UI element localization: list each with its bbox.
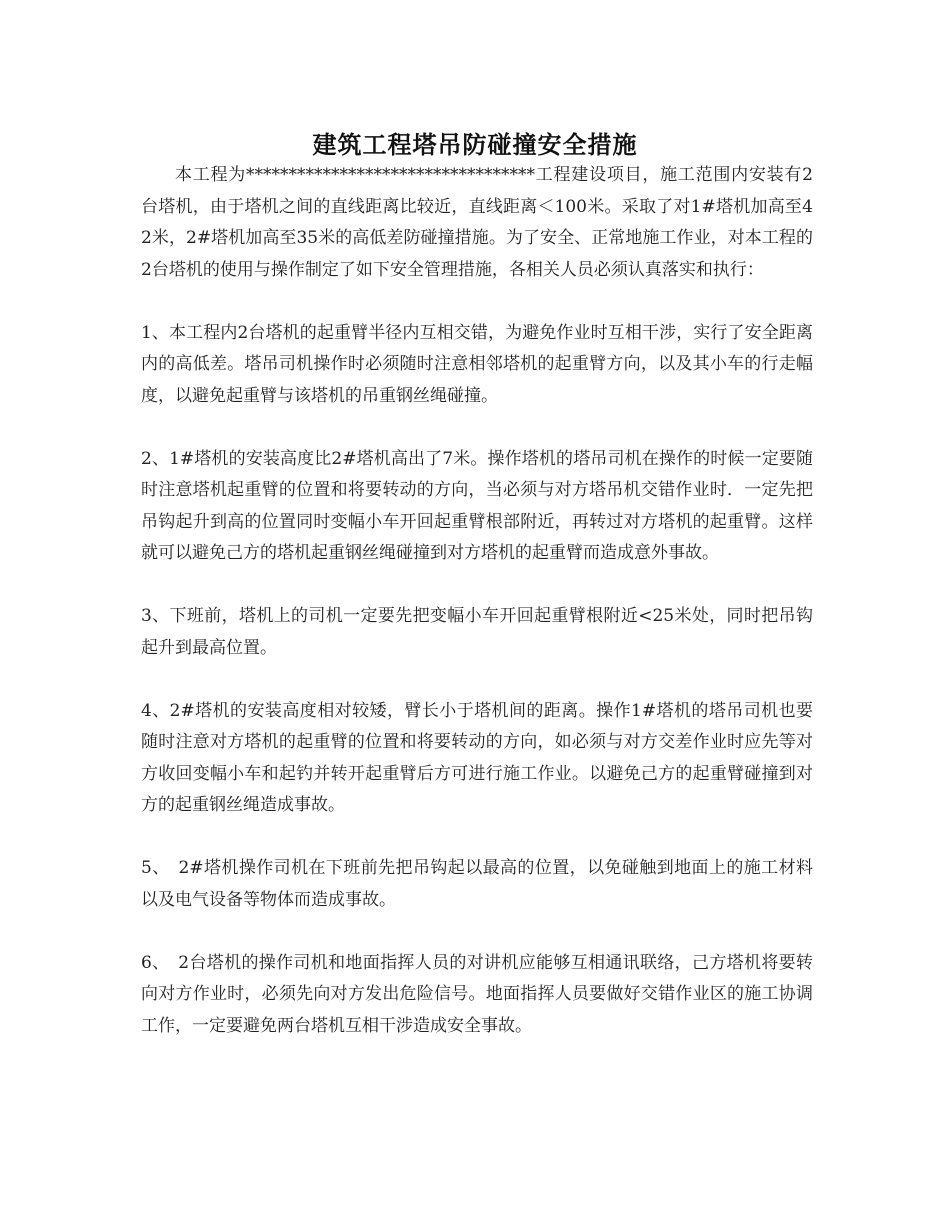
measure-item-1: 1、本工程内2台塔机的起重臂半径内互相交错，为避免作业时互相干涉，实行了安全距离内的高低差。塔吊司机操作时必须随时注意相邻塔机的起重臂方向，以及其小车的行走幅度，以避免起重臂与该塔机的吊重钢丝绳碰撞。: [141, 322, 813, 406]
measure-item-6: 6、 2台塔机的操作司机和地面指挥人员的对讲机应能够互相通讯联络，己方塔机将要转向对方作业时，必须先向对方发出危险信号。地面指挥人员要做好交错作业区的施工协调工作，一定要避免两台塔机互相干涉造成安全事故。: [141, 952, 813, 1036]
document-title: 建筑工程塔吊防碰撞安全措施: [312, 130, 638, 160]
document-body: [141, 160, 813, 1042]
intro-paragraph: 本工程为**********************************工程建设项目，施工范围内安装有2台塔机，由于塔机之间的直线距离比较近，直线距离＜100米。采取了对1#塔机加高至42米，2#塔机加高至35米的高低差防碰撞措施。为了安全、正常地施工作业，对本工程的2台塔机的使用与操作制定了如下安全管理措施，各相关人员必须认真落实和执行：: [141, 165, 813, 280]
measure-item-2: 2、1#塔机的安装高度比2#塔机高出了7米。操作塔机的塔吊司机在操作的时候一定要随时注意塔机起重臂的位置和将要转动的方向，当必须与对方塔吊机交错作业时．一定先把吊钩起升到高的位置同时变幅小车开回起重臂根部附近，再转过对方塔机的起重臂。这样就可以避免己方的塔机起重钢丝绳碰撞到对方塔机的起重臂而造成意外事故。: [141, 448, 813, 563]
measure-item-4: 4、2#塔机的安装高度相对较矮，臂长小于塔机间的距离。操作1#塔机的塔吊司机也要随时注意对方塔机的起重臂的位置和将要转动的方向，如必须与对方交差作业时应先等对方收回变幅小车和起钓并转开起重臂后方可进行施工作业。以避免己方的起重臂碰撞到对方的起重钢丝绳造成事故。: [141, 700, 813, 815]
measure-item-3: 3、下班前，塔机上的司机一定要先把变幅小车开回起重臂根附近<25米处，同时把吊钩起升到最高位置。: [141, 606, 813, 658]
measure-item-5: 5、 2#塔机操作司机在下班前先把吊钩起以最高的位置，以免碰触到地面上的施工材料以及电气设备等物体而造成事故。: [141, 858, 813, 910]
